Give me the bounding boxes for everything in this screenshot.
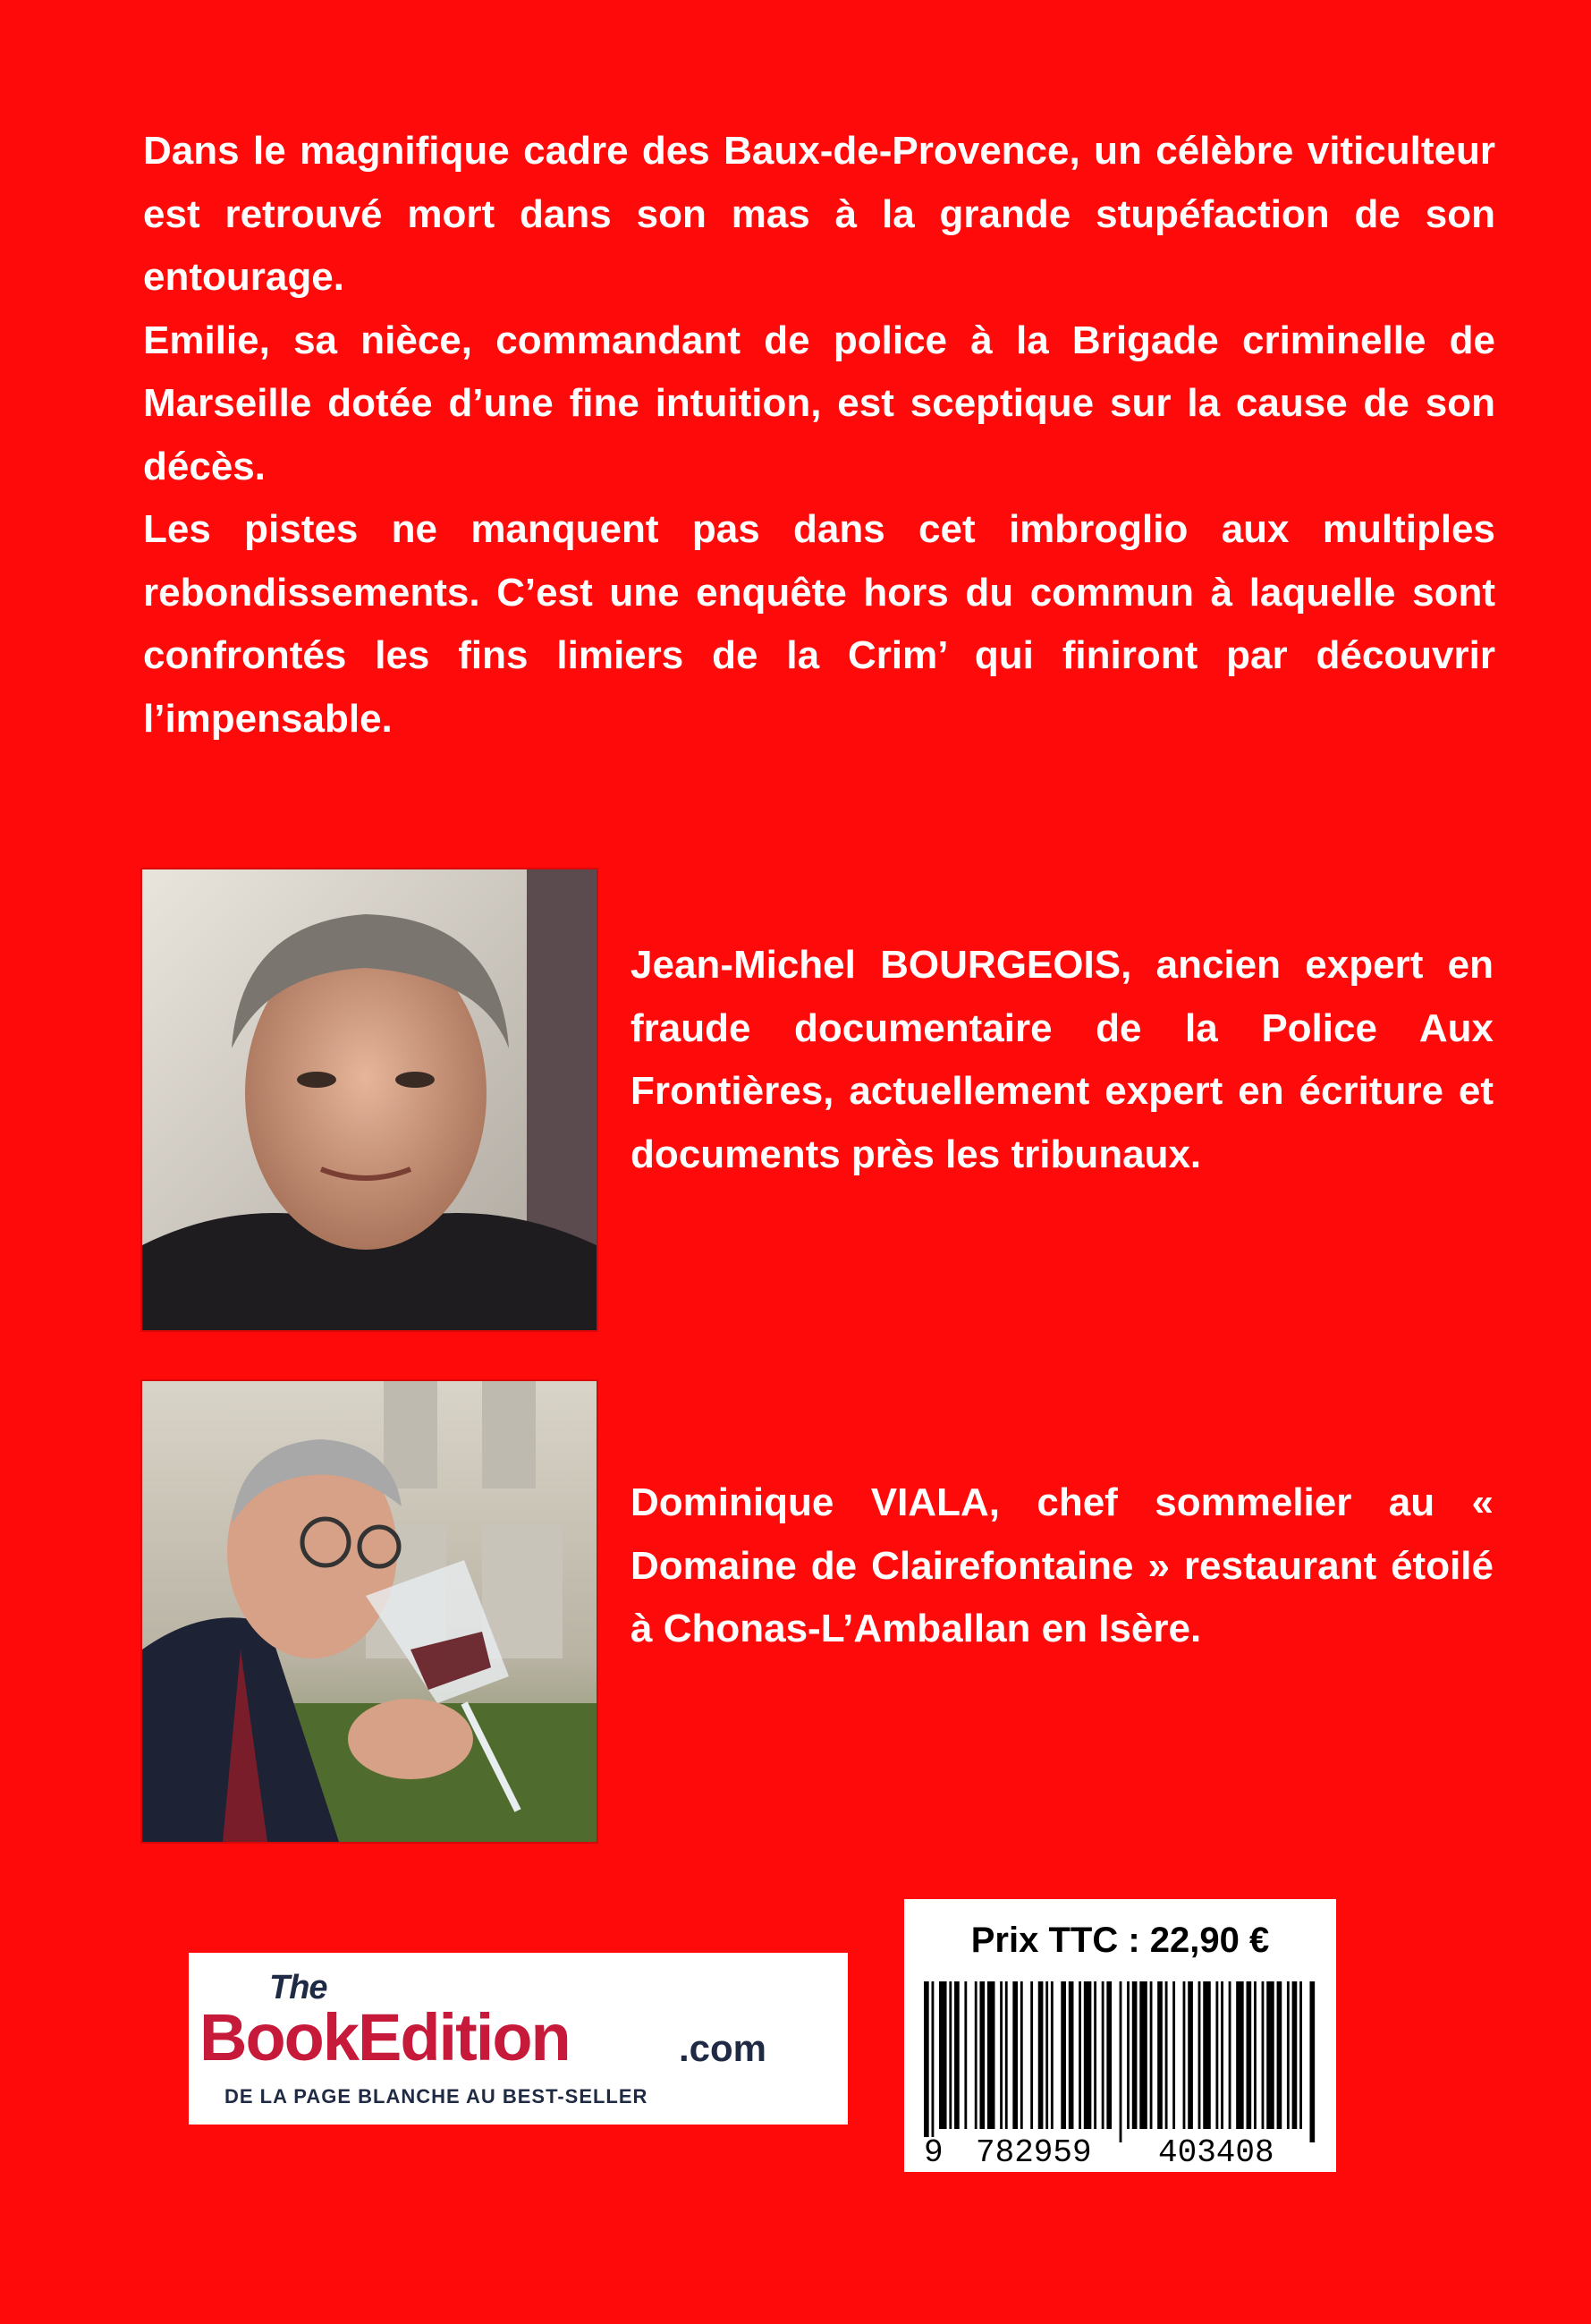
logo-domain: .com — [679, 2027, 767, 2069]
barcode-icon — [924, 1981, 1317, 2142]
price-label: Prix TTC : 22,90 € — [970, 1921, 1270, 1960]
synopsis-paragraph-2: Emilie, sa nièce, commandant de police à la Brigade criminelle de Marseille dotée d’une fine intuition, est sceptique sur la cause de son décès. — [143, 318, 1495, 488]
isbn-left-group: 782959 — [972, 2137, 1096, 2169]
isbn-right-group: 403408 — [1155, 2137, 1278, 2169]
author-bio-1: Jean-Michel BOURGEOIS, ancien expert en fraude documentaire de la Police Aux Frontières, actuellement expert en écriture et documents près les tribunaux. — [630, 943, 1494, 1176]
barcode-panel — [904, 1899, 1336, 2172]
author-photo-2 — [140, 1379, 598, 1844]
publisher-logo — [189, 1953, 848, 2125]
synopsis — [143, 120, 1495, 751]
synopsis-paragraph-3: Les pistes ne manquent pas dans cet imbroglio aux multiples rebondissements. C’est une enquête hors du commun à laquelle sont confrontés les fins limiers de la Crim’ qui finiront par découvrir l’impensable. — [143, 507, 1495, 741]
logo-the: The — [269, 1969, 327, 2006]
isbn-lead-digit: 9 — [920, 2137, 947, 2169]
logo-tagline: DE LA PAGE BLANCHE AU BEST-SELLER — [224, 2085, 648, 2108]
author-photo-1 — [140, 868, 598, 1332]
author-bio-2: Dominique VIALA, chef sommelier au « Domaine de Clairefontaine » restaurant étoilé à Chonas-L’Amballan en Isère. — [630, 1480, 1494, 1650]
synopsis-paragraph-1: Dans le magnifique cadre des Baux-de-Provence, un célèbre viticulteur est retrouvé mort dans son mas à la grande stupéfaction de son entourage. — [143, 129, 1495, 299]
logo-name: BookEdition — [199, 2000, 570, 2074]
